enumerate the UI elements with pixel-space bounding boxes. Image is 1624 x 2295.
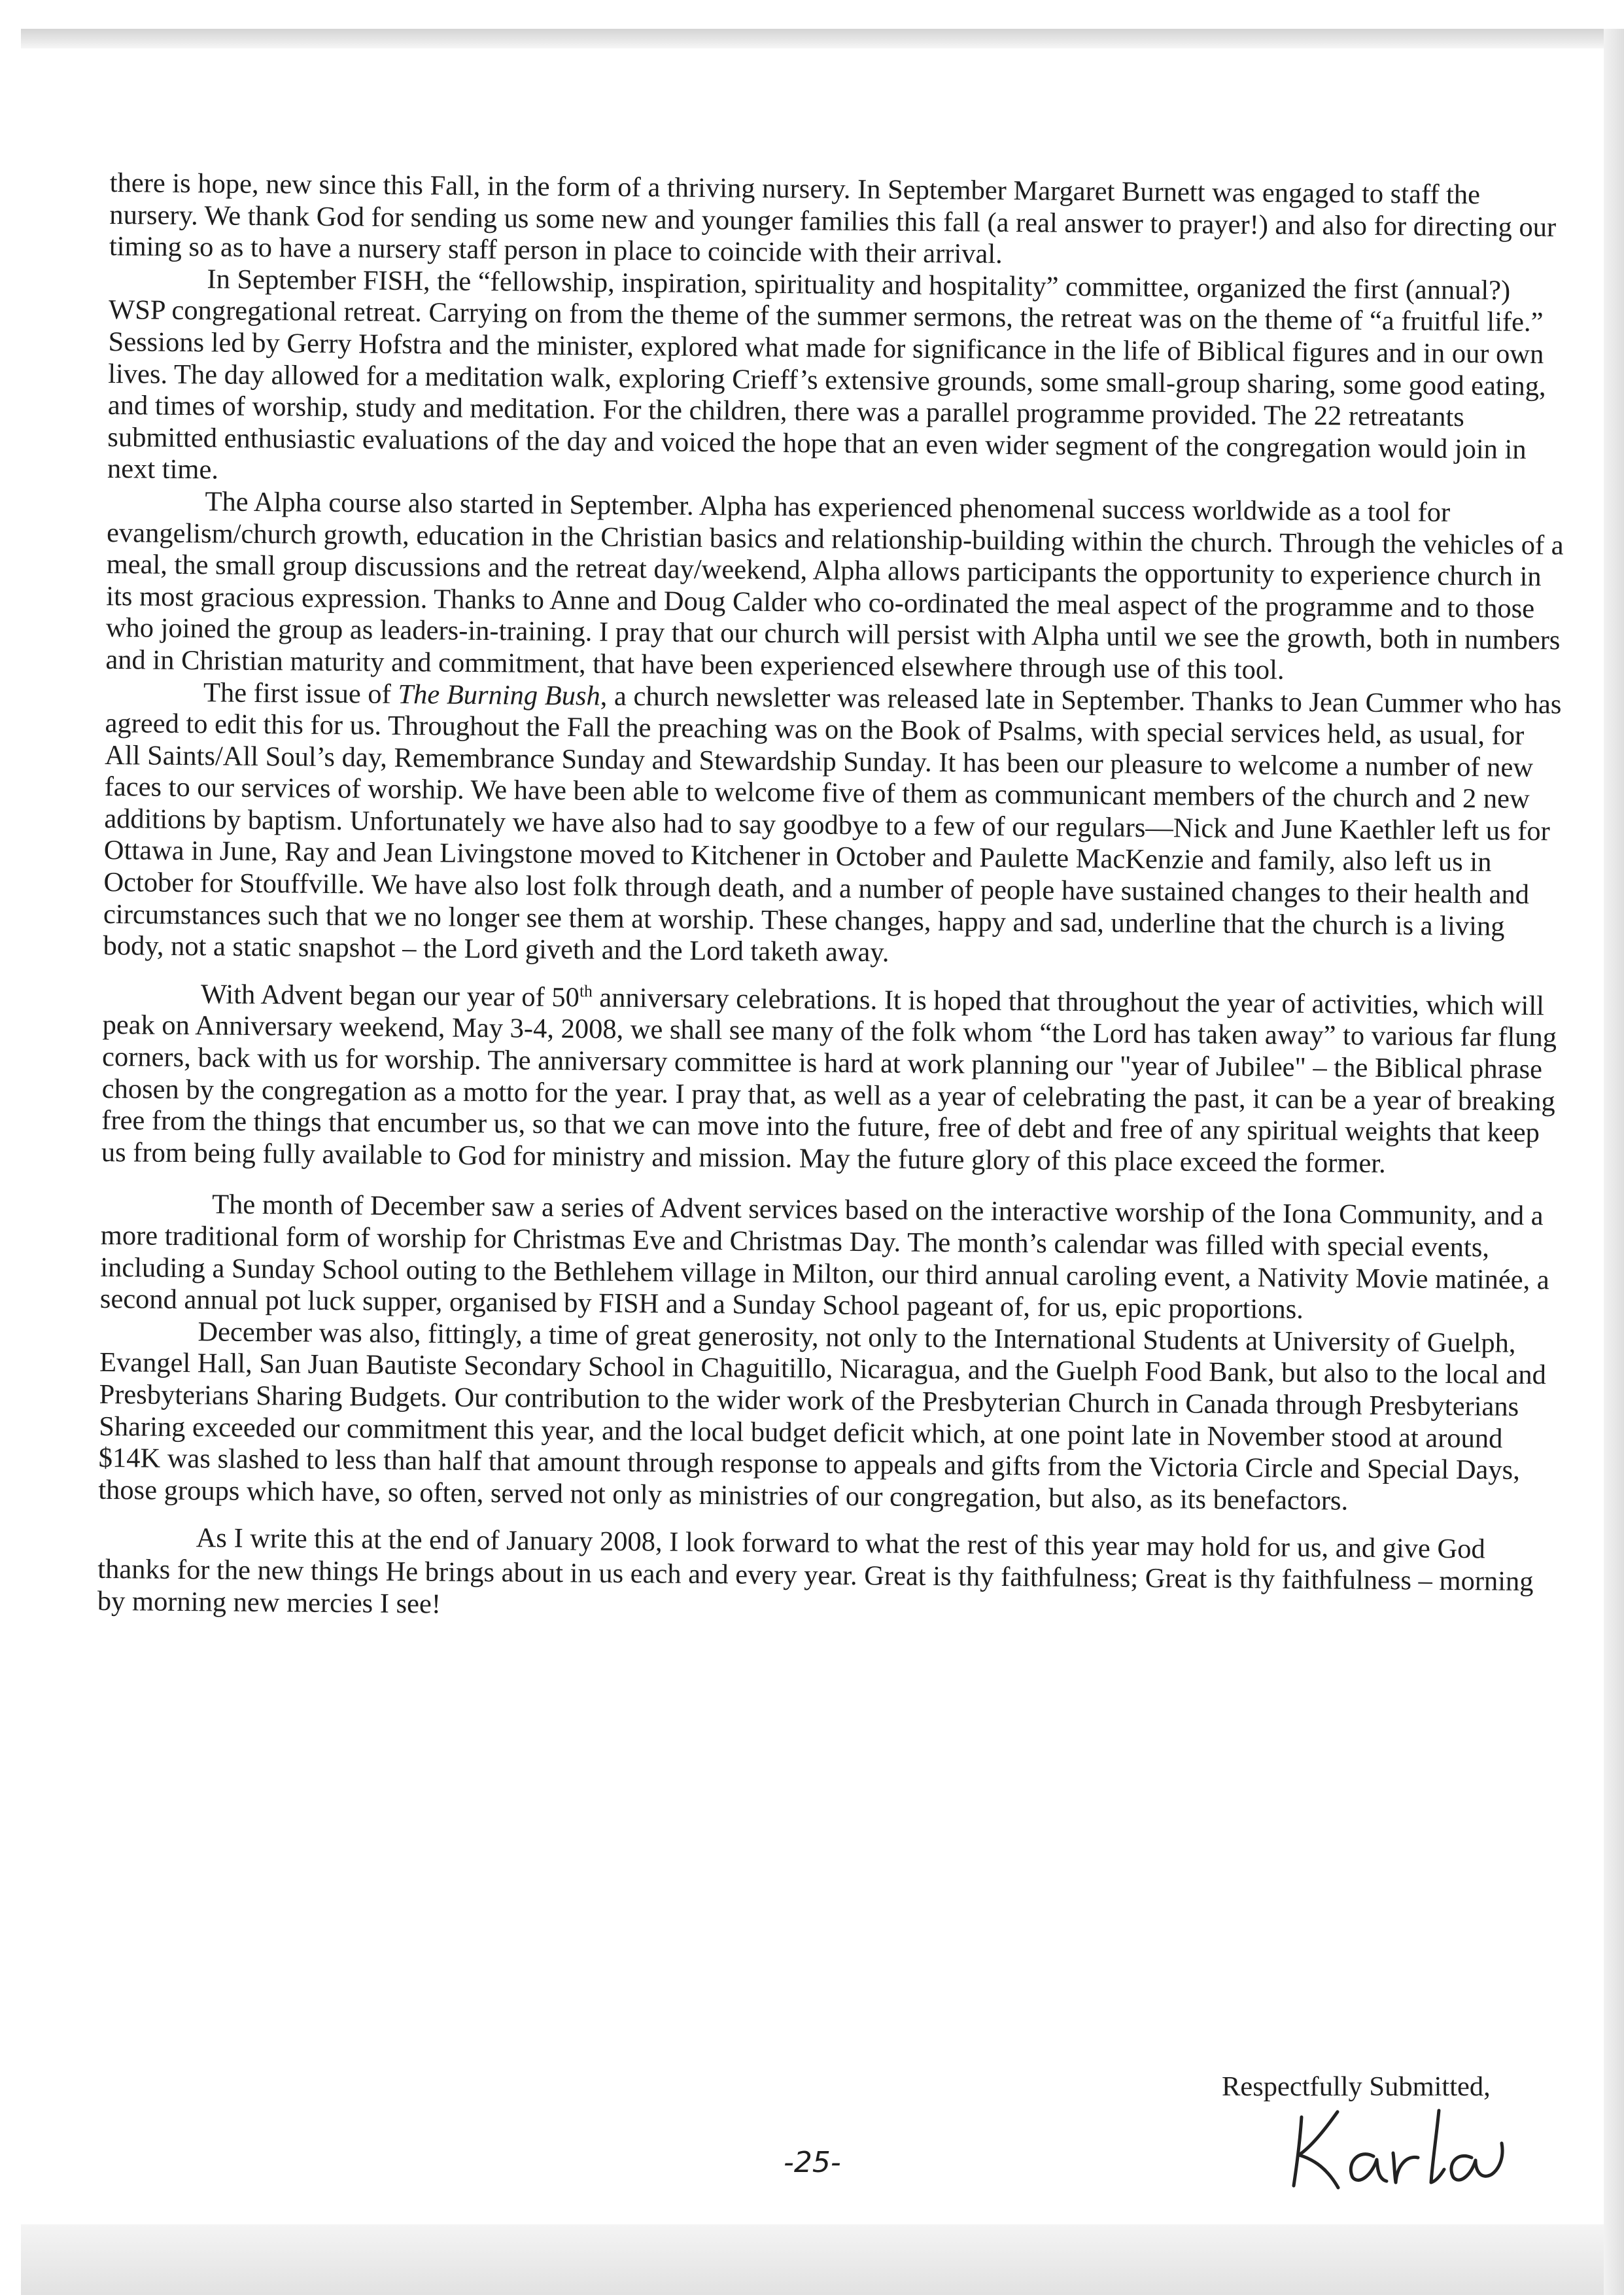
paragraph-text: there is hope, new since this Fall, in the form of a thriving nursery. In September Margaret Burnett was engaged to staff the nursery. We thank God for sending us some new and younger families this fall (a real answer to prayer!) and also for directing our timing so as to have a nursery staff person in place to coincide with their arrival. <box>109 167 1557 270</box>
paragraph-text: anniversary celebrations. It is hoped that throughout the year of activities, which will peak on Anniversary weekend, May 3-4, 2008, we shall see many of the folk whom “the Lord has taken away” to various far flung corners, back with us for worship. The anniversary committee is hard at work planning our "year of Jubilee" – the Biblical phrase chosen by the congregation as a motto for the year. I pray that, as well as a year of celebrating the past, it can be a year of breaking free from the things that encumber us, so that we can move into the future, free of debt and free of any spiritual weights that keep us from being fully available to God for ministry and mission. May the future glory of this place exceed the former. <box>101 982 1557 1179</box>
page-number: -25- <box>784 2146 841 2179</box>
closing-line: Respectfully Submitted, <box>1222 2071 1491 2102</box>
paragraph-text: December was also, fittingly, a time of great generosity, not only to the International Students at University of Guelph, Evangel Hall, San Juan Bautiste Secondary School in Chaguitillo, Nicaragua, and the Guelph Food Bank, but also to the local and Presbyterians Sharing Budgets. Our contribution to the wider work of the Presbyterian Church in Canada through Presbyterians Sharing exceeded our commitment this year, and the local budget deficit which, at one point late in November stood at around $14K was slashed to less than half that amount through response to appeals and gifts from the Victoria Circle and Special Days, those groups which have, so often, served not only as ministries of our congregation, but also, as its benefactors. <box>98 1316 1547 1516</box>
newsletter-title: The Burning Bush <box>398 678 600 712</box>
paragraph <box>100 1188 1560 1328</box>
paragraph <box>103 676 1564 975</box>
paragraph <box>109 167 1568 275</box>
paragraph-text: As I write this at the end of January 2008, I look forward to what the rest of this year may hold for us, and give God thanks for the new things He brings about in us each and every year. Great is thy faithfulness; Great is thy faithfulness – morning by morning new mercies I see! <box>97 1522 1534 1620</box>
paragraph <box>105 485 1565 689</box>
paragraph-text: With Advent began our year of 50 <box>200 979 580 1013</box>
report-body <box>97 167 1568 1630</box>
paragraph-text: The month of December saw a series of Advent services based on the interactive worship of the Iona Community, and a more traditional form of worship for Christmas Eve and Christmas Day. The month’s calendar was filled with special events, including a Sunday School outing to the Bethlehem village in Milton, our third annual caroling event, a Nativity Movie matinée, a second annual pot luck supper, organised by FISH and a Sunday School pageant of, for us, epic proportions. <box>99 1189 1549 1325</box>
signature-karla <box>1275 2097 1511 2202</box>
paragraph-text: The first issue of <box>203 676 398 710</box>
paragraph-text: , a church newsletter was released late in September. Thanks to Jean Cummer who has agreed to edit this for us. Throughout the Fall the preaching was on the Book of Psalms, with special services held, as usual, for All Saints/All Soul’s day, Remembrance Sunday and Stewardship Sunday. It has been our pleasure to welcome a number of new faces to our services of worship. We have been able to welcome five of them as communicant members of the church and 2 new additions by baptism. Unfortunately we have also had to say goodbye to a few of our regulars—Nick and June Kaethler left us for Ottawa in June, Ray and Jean Livingstone moved to Kitchener in October and Paulette MacKenzie and family, also left us in October for Stouffville. We have also lost folk through death, and a number of people have sustained changes to their health and circumstances such that we no longer see them at worship. These changes, happy and sad, underline that the church is a living body, not a static snapshot – the Lord giveth and the Lord taketh away. <box>103 680 1562 968</box>
paragraph-text: The Alpha course also started in September. Alpha has experienced phenomenal success worldwide as a tool for evangelism/church growth, education in the Christian basics and relationship-building within the church. Through the vehicles of a meal, the small group discussions and the retreat day/weekend, Alpha allows participants the opportunity to experience church in its most gracious expression. Thanks to Anne and Doug Calder who co-ordinated the meal aspect of the programme and to those who joined the group as leaders-in-training. I pray that our church will persist with Alpha until we see the growth, both in numbers and in Christian maturity and commitment, that have been experienced elsewhere through use of this tool. <box>105 486 1564 686</box>
paragraph <box>97 1522 1557 1630</box>
superscript-text: th <box>579 981 593 1001</box>
paragraph <box>98 1316 1558 1519</box>
paragraph-text: In September FISH, the “fellowship, inspiration, spirituality and hospitality” committee, organized the first (annual?) WSP congregational retreat. Carrying on from the theme of the summer sermons, the retreat was on the theme of “a fruitful life.” Sessions led by Gerry Hofstra and the minister, explored what made for significance in the life of Biblical figures and in our own lives. The day allowed for a meditation walk, exploring Crieff’s extensive grounds, some small-group sharing, some good eating, and times of worship, study and meditation. For the children, there was a parallel programme provided. The 22 retreatants submitted enthusiastic evaluations of the day and voiced the hope that an even wider segment of the congregation would join in next time. <box>107 264 1546 485</box>
scan-edge-right <box>1604 29 1624 2295</box>
scan-edge-top <box>21 29 1604 48</box>
scan-edge-bottom <box>21 2224 1604 2295</box>
paragraph <box>107 263 1568 499</box>
paragraph <box>101 978 1561 1182</box>
